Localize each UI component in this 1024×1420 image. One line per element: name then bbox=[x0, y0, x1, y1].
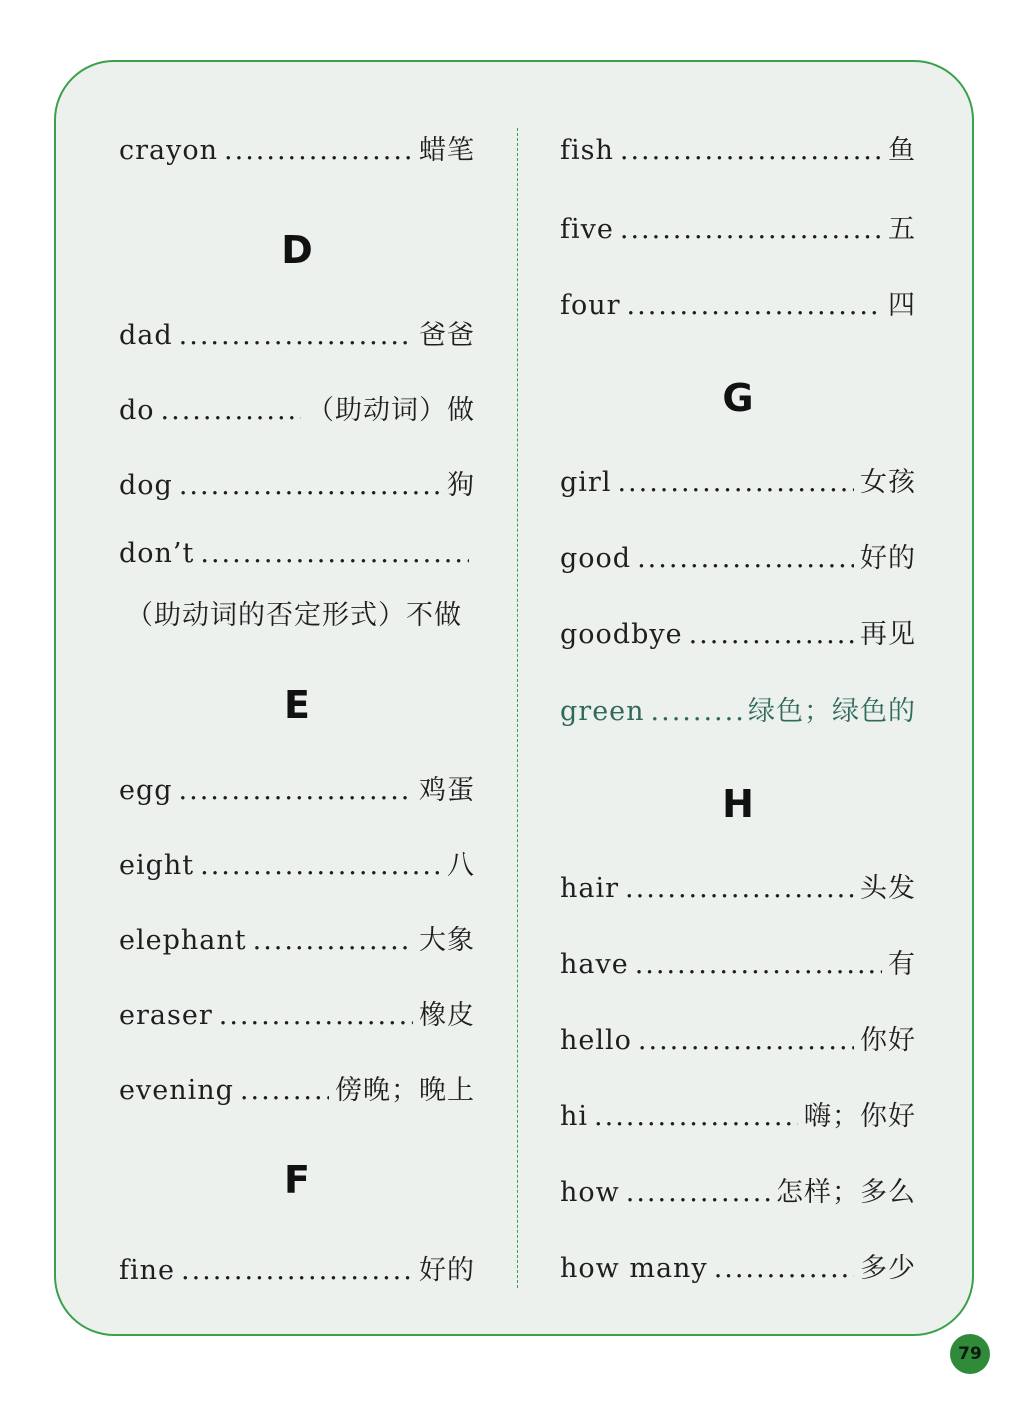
entry-dont-meaning: （助动词的否定形式）不做 bbox=[126, 600, 462, 631]
dot-leader bbox=[625, 873, 854, 904]
entry-meaning: 多少 bbox=[860, 1253, 916, 1284]
dot-leader bbox=[179, 775, 413, 806]
entry-meaning: 四 bbox=[888, 290, 916, 321]
entry-meaning: 有 bbox=[888, 949, 916, 980]
entry-word: crayon bbox=[119, 135, 219, 166]
entry-eraser bbox=[119, 993, 475, 1032]
dot-leader bbox=[617, 467, 854, 498]
entry-meaning: （助动词）做 bbox=[307, 395, 475, 426]
entry-have bbox=[560, 942, 916, 981]
section-heading-h: H bbox=[722, 782, 754, 826]
entry-meaning: 好的 bbox=[419, 1255, 475, 1286]
entry-word: dad bbox=[119, 320, 173, 351]
entry-girl bbox=[560, 460, 916, 499]
entry-dad bbox=[119, 313, 475, 352]
section-heading-f: F bbox=[284, 1158, 310, 1202]
entry-meaning: 橡皮 bbox=[419, 1000, 475, 1031]
section-heading-g: G bbox=[722, 376, 754, 420]
entry-meaning: 八 bbox=[447, 850, 475, 881]
page-number-badge: 79 bbox=[950, 1334, 990, 1374]
column-divider bbox=[517, 128, 518, 1288]
entry-word: eraser bbox=[119, 1000, 213, 1031]
entry-word: goodbye bbox=[560, 619, 683, 650]
entry-word: hello bbox=[560, 1025, 632, 1056]
entry-word: don’t bbox=[119, 538, 195, 569]
entry-meaning: 嗨；你好 bbox=[804, 1101, 916, 1132]
dot-leader bbox=[651, 696, 742, 727]
entry-dog bbox=[119, 463, 475, 502]
dot-leader bbox=[637, 543, 854, 574]
dot-leader bbox=[689, 619, 854, 650]
dot-leader bbox=[179, 320, 413, 351]
section-heading-e: E bbox=[284, 683, 310, 727]
dot-leader bbox=[224, 135, 413, 166]
entry-word: girl bbox=[560, 467, 612, 498]
dot-leader bbox=[181, 1255, 413, 1286]
entry-goodbye bbox=[560, 612, 916, 651]
entry-word: hair bbox=[560, 873, 620, 904]
dot-leader bbox=[219, 1000, 413, 1031]
entry-hi bbox=[560, 1094, 916, 1133]
entry-good bbox=[560, 536, 916, 575]
dot-leader bbox=[594, 1101, 798, 1132]
entry-meaning: 鱼 bbox=[888, 135, 916, 166]
entry-evening bbox=[119, 1068, 475, 1107]
dot-leader bbox=[240, 1075, 329, 1106]
entry-word: evening bbox=[119, 1075, 234, 1106]
dot-leader bbox=[620, 135, 882, 166]
entry-fish bbox=[560, 128, 916, 167]
dot-leader bbox=[620, 214, 882, 245]
entry-meaning: 狗 bbox=[447, 470, 475, 501]
entry-word: eight bbox=[119, 850, 195, 881]
entry-word: fine bbox=[119, 1255, 175, 1286]
entry-word: green bbox=[560, 696, 645, 727]
entry-meaning: 再见 bbox=[860, 619, 916, 650]
entry-word: four bbox=[560, 290, 621, 321]
dot-leader bbox=[161, 395, 301, 426]
dot-leader bbox=[635, 949, 882, 980]
entry-word: have bbox=[560, 949, 629, 980]
dot-leader bbox=[627, 290, 882, 321]
entry-fine bbox=[119, 1248, 475, 1287]
entry-meaning: 鸡蛋 bbox=[419, 775, 475, 806]
entry-word: hi bbox=[560, 1101, 589, 1132]
entry-how-many bbox=[560, 1246, 916, 1285]
entry-word: fish bbox=[560, 135, 614, 166]
entry-meaning: 五 bbox=[888, 214, 916, 245]
entry-eight bbox=[119, 843, 475, 882]
entry-meaning: 大象 bbox=[419, 925, 475, 956]
entry-word: how bbox=[560, 1177, 620, 1208]
entry-meaning: 怎样；多么 bbox=[776, 1177, 916, 1208]
dot-leader bbox=[179, 470, 441, 501]
entry-elephant bbox=[119, 918, 475, 957]
entry-word: how many bbox=[560, 1253, 708, 1284]
entry-dont bbox=[119, 538, 475, 569]
entry-meaning: 爸爸 bbox=[419, 320, 475, 351]
entry-meaning: 傍晚；晚上 bbox=[335, 1075, 475, 1106]
dot-leader bbox=[638, 1025, 854, 1056]
dot-leader bbox=[200, 538, 469, 569]
entry-meaning: 头发 bbox=[860, 873, 916, 904]
entry-do bbox=[119, 388, 475, 427]
entry-green bbox=[560, 689, 916, 728]
entry-meaning: 绿色；绿色的 bbox=[748, 696, 916, 727]
entry-word: do bbox=[119, 395, 155, 426]
entry-word: five bbox=[560, 214, 614, 245]
entry-crayon bbox=[119, 128, 475, 167]
entry-word: egg bbox=[119, 775, 173, 806]
entry-meaning: 蜡笔 bbox=[419, 135, 475, 166]
entry-word: good bbox=[560, 543, 632, 574]
dot-leader bbox=[253, 925, 413, 956]
dot-leader bbox=[200, 850, 441, 881]
entry-word: elephant bbox=[119, 925, 247, 956]
entry-hair bbox=[560, 866, 916, 905]
section-heading-d: D bbox=[281, 228, 313, 272]
entry-word: dog bbox=[119, 470, 173, 501]
entry-hello bbox=[560, 1018, 916, 1057]
entry-egg bbox=[119, 768, 475, 807]
entry-meaning: 好的 bbox=[860, 543, 916, 574]
entry-five bbox=[560, 207, 916, 246]
entry-meaning: 女孩 bbox=[860, 467, 916, 498]
entry-how bbox=[560, 1170, 916, 1209]
dot-leader bbox=[714, 1253, 854, 1284]
entry-meaning: 你好 bbox=[860, 1025, 916, 1056]
entry-four bbox=[560, 283, 916, 322]
dot-leader bbox=[626, 1177, 770, 1208]
